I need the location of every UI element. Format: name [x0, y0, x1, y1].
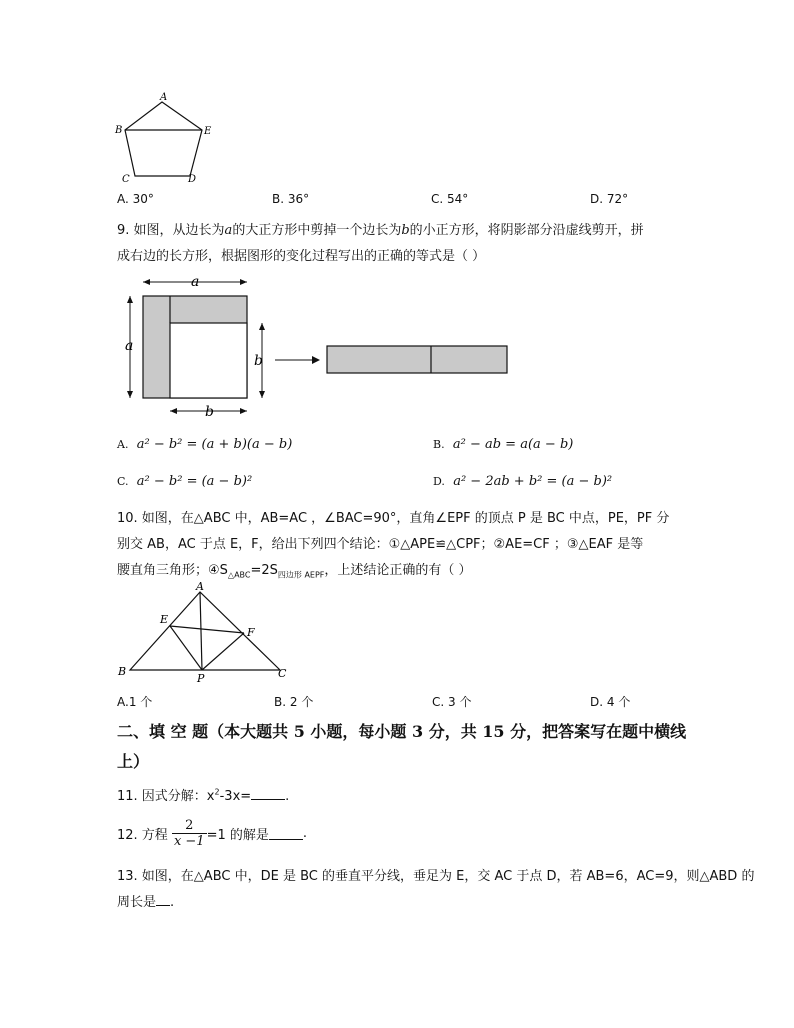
q13-stem-line1: 13. 如图，在△ABC 中，DE 是 BC 的垂直平分线，垂足为 E，交 AC 于点 D，若 AB=6，AC=9，则△ABD 的: [117, 869, 755, 884]
q9-option-a[interactable]: A. a² − b² = (a + b)(a − b): [117, 437, 293, 452]
q8-option-b[interactable]: B. 36°: [272, 192, 310, 206]
q8-option-d[interactable]: D. 72°: [590, 192, 629, 206]
label-C: C: [122, 174, 130, 185]
q9-stem-line1: 9. 如图，从边长为a的大正方形中剪掉一个边长为b的小正方形，将阴影部分沿虚线剪开，拼: [117, 223, 644, 238]
option-text: 36°: [287, 192, 310, 206]
formula: a² − b² = (a + b)(a − b): [136, 437, 293, 452]
label-C: C: [278, 667, 287, 680]
option-text: 1 个: [128, 695, 153, 709]
q9-option-d[interactable]: D. a² − 2ab + b² = (a − b)²: [433, 474, 613, 489]
label-bottom-b: b: [205, 404, 214, 420]
q10-stem-line1: 10. 如图，在△ABC 中，AB=AC ，∠BAC=90°，直角∠EPF 的顶点 P 是 BC 中点，PE，PF 分: [117, 511, 670, 526]
option-text: 72°: [606, 192, 629, 206]
option-text: 2 个: [289, 695, 314, 709]
section-heading-line2: 上）: [117, 752, 150, 771]
label-A: A: [196, 580, 204, 593]
option-text: 30°: [132, 192, 154, 206]
q12-stem: 12. 方程 $\frac{2}{x -1}$ =1 的解是 .: [117, 818, 308, 849]
q10-option-d[interactable]: D. 4 个: [590, 695, 631, 709]
answer-blank[interactable]: [269, 827, 303, 840]
label-P: P: [197, 672, 205, 685]
q10-option-b[interactable]: B. 2 个: [274, 695, 314, 709]
section-heading-line1: 二、填 空 题（本大题共 5 小题，每小题 3 分，共 15 分，把答案写在题中横线: [117, 722, 687, 741]
q9-stem-line2: 成右边的长方形，根据图形的变化过程写出的正确的等式是（ ）: [117, 249, 486, 264]
q10-option-a[interactable]: A.1 个: [117, 695, 153, 709]
label-top-a: a: [191, 274, 200, 290]
formula: a² − ab = a(a − b): [452, 437, 574, 452]
label-B: B: [118, 665, 127, 678]
label-D: D: [188, 174, 197, 185]
q10-option-c[interactable]: C. 3 个: [432, 695, 472, 709]
label-B: B: [115, 125, 123, 136]
answer-blank[interactable]: [156, 893, 170, 906]
label-E: E: [204, 126, 212, 137]
formula: a² − 2ab + b² = (a − b)²: [453, 474, 613, 489]
option-text: 4 个: [606, 695, 631, 709]
option-text: 54°: [447, 192, 469, 206]
label-E: E: [160, 613, 169, 626]
answer-blank[interactable]: [251, 787, 285, 800]
option-text: 3 个: [448, 695, 472, 709]
label-F: F: [247, 626, 255, 639]
formula: a² − b² = (a − b)²: [136, 474, 253, 489]
q11-stem: 11. 因式分解：$x^2-3x=$ .: [117, 787, 290, 804]
label-right-b: b: [254, 353, 263, 369]
q8-option-c[interactable]: C. 54°: [431, 192, 469, 206]
label-A: A: [160, 92, 168, 103]
label-left-a: a: [125, 338, 134, 354]
q8-option-a[interactable]: A. 30°: [117, 192, 154, 206]
pentagon-figure: [110, 90, 220, 185]
q9-option-c[interactable]: C. a² − b² = (a − b)²: [117, 474, 253, 489]
triangle-figure: [112, 580, 292, 685]
square-figure: [115, 268, 515, 423]
q13-stem-line2: 周长是 .: [117, 895, 175, 910]
q10-stem-line2: 别交 AB，AC 于点 E，F，给出下列四个结论：①△APE≌△CPF；②AE=CF ；③△EAF 是等: [117, 537, 644, 552]
q9-option-b[interactable]: B. a² − ab = a(a − b): [433, 437, 574, 452]
q10-stem-line3: 腰直角三角形；$④S_{\triangle ABC}=2S_{四边形 AEPF}$，上述结论正确的有（ ）: [117, 563, 472, 580]
fraction: $\frac{2}{x -1}$: [173, 818, 205, 849]
